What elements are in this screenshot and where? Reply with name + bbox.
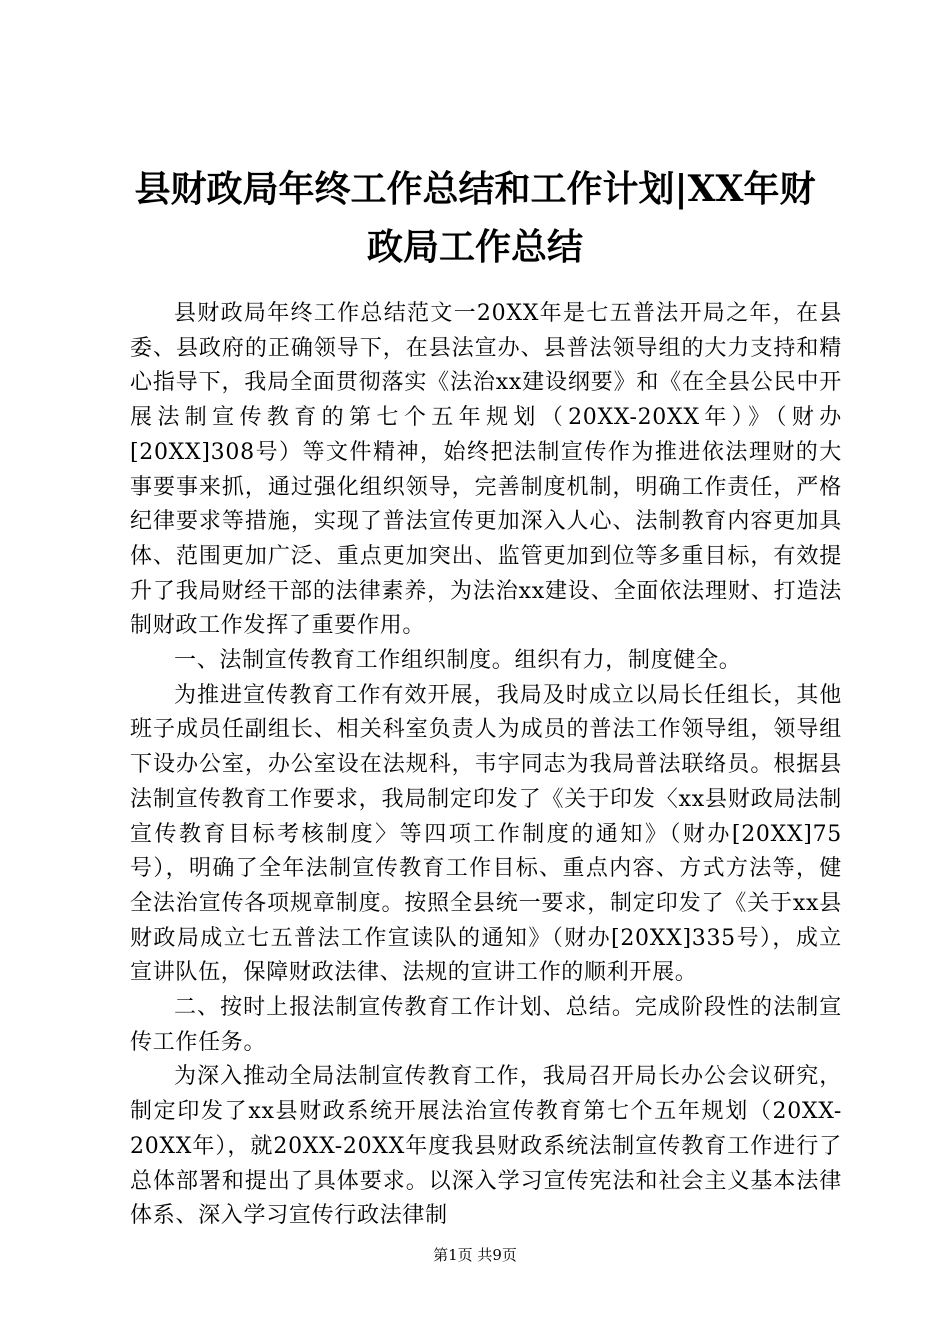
section-heading: 一、法制宣传教育工作组织制度。组织有力，制度健全。 xyxy=(174,648,742,674)
paragraph: 县财政局年终工作总结范文一20XX年是七五普法开局之年，在县委、县政府的正确领导下，在县法宣办、县普法领导组的大力支持和精心指导下，我局全面贯彻落实《法治xx建设纲要》和《在全县公民中开展法制宣传教育的第七个五年规划（20XX-20XX年）》（财办[20XX]308号）等文件精神，始终把法制宣传作为推进依法理财的大事要事来抓，通过强化组织领导，完善制度机制，明确工作责任，严格纪律要求等措施，实现了普法宣传更加深入人心、法制教育内容更加具体、范围更加广泛、重点更加突出、监管更加到位等多重目标，有效提升了我局财经干部的法律素养，为法治xx建设、全面依法理财、打造法制财政工作发挥了重要作用。 xyxy=(130,301,842,639)
document-body xyxy=(130,297,842,1234)
section-heading: 二、按时上报法制宣传教育工作计划、总结。完成阶段性的法制宣传工作任务。 xyxy=(130,995,842,1055)
paragraph: 为推进宣传教育工作有效开展，我局及时成立以局长任组长，其他班子成员任副组长、相关科室负责人为成员的普法工作领导组，领导组下设办公室，办公室设在法规科，韦宇同志为我局普法联络员。根据县法制宣传教育工作要求，我局制定印发了《关于印发〈xx县财政局法制宣传教育目标考核制度〉等四项工作制度的通知》（财办[20XX]75号），明确了全年法制宣传教育工作目标、重点内容、方式方法等，健全法治宣传各项规章制度。按照全县统一要求，制定印发了《关于xx县财政局成立七五普法工作宣读队的通知》（财办[20XX]335号），成立宣讲队伍，保障财政法律、法规的宣讲工作的顺利开展。 xyxy=(130,682,842,986)
page-number: 第1页 共9页 xyxy=(433,1246,517,1264)
document-title: 县财政局年终工作总结和工作计划|XX年财政局工作总结 xyxy=(134,168,816,268)
paragraph: 为深入推动全局法制宣传教育工作，我局召开局长办公会议研究，制定印发了xx县财政系统开展法治宣传教育第七个五年规划（20XX-20XX年），就20XX-20XX年度我县财政系统法制宣传教育工作进行了总体部署和提出了具体要求。以深入学习宣传宪法和社会主义基本法律体系、深入学习宣传行政法律制 xyxy=(130,1064,842,1229)
